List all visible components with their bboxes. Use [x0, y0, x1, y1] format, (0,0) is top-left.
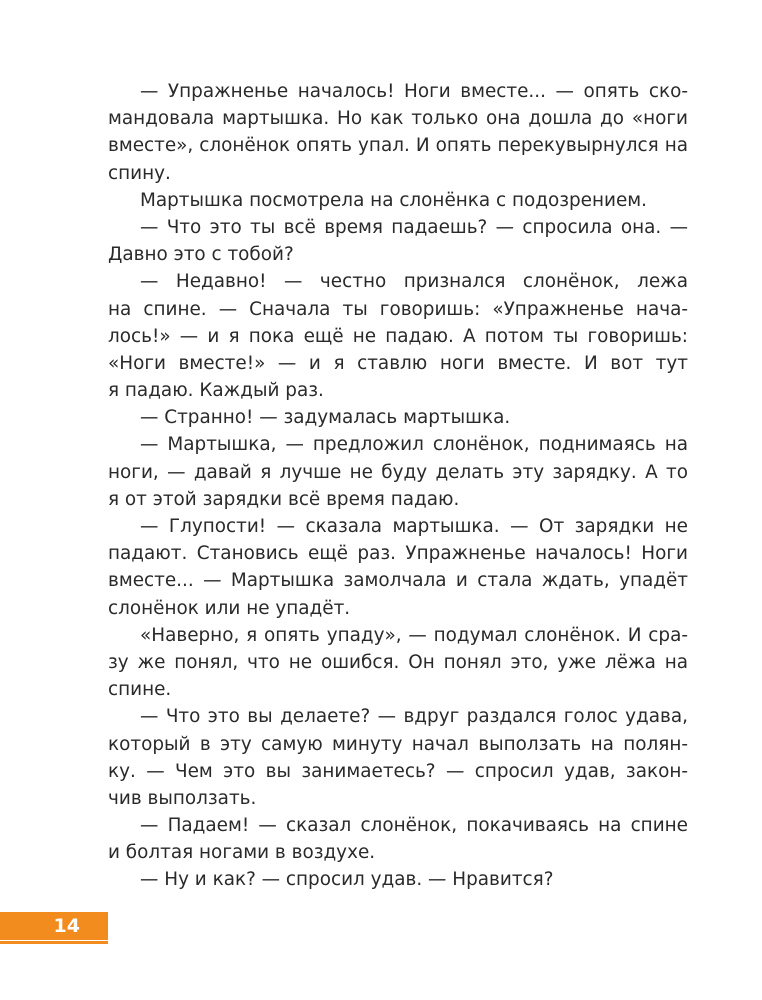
text-line: я от этой зарядки всё время падаю. [108, 488, 460, 510]
text-line: — Падаем! — сказал слонёнок, покачиваясь на спине [140, 815, 688, 837]
page-number: 14 [53, 915, 80, 937]
text-line: вместе... — Мартышка замолчала и стала ждать, упадёт [108, 570, 688, 592]
text-line: ноги, — давай я лучше не буду делать эту зарядку. А то [108, 461, 688, 483]
text-line: Давно это с тобой? [108, 244, 294, 266]
text-line: — Мартышка, — предложил слонёнок, поднимаясь на [140, 434, 688, 456]
text-line: — Недавно! — честно признался слонёнок, лежа [140, 271, 688, 293]
text-line: спину. [108, 162, 171, 184]
text-line: — Что это ты всё время падаешь? — спросила она. — [140, 216, 688, 238]
text-line: чив выползать. [108, 787, 257, 809]
text-line: вместе», слонёнок опять упал. И опять перекувырнулся на [108, 135, 688, 157]
text-line: «Ноги вместе!» — и я ставлю ноги вместе. И вот тут [108, 352, 688, 374]
text-line: «Наверно, я опять упаду», — подумал слонёнок. И сра- [140, 624, 688, 646]
story-text [108, 78, 688, 894]
text-line: — Ну и как? — спросил удав. — Нравится? [140, 869, 554, 891]
text-line: — Глупости! — сказала мартышка. — От зарядки не [140, 516, 688, 537]
text-line: — Что это вы делаете? — вдруг раздался голос удава, [140, 706, 688, 728]
page-tab-stripe [0, 941, 108, 944]
text-line: лось!» — и я пока ещё не падаю. А потом ты говоришь: [108, 325, 688, 347]
text-line: я падаю. Каждый раз. [108, 380, 324, 402]
text-line: который в эту самую минуту начал выползать на полян- [108, 733, 688, 755]
text-line: — Упражненье началось! Ноги вместе... — опять ско- [140, 81, 688, 102]
text-line: Мартышка посмотрела на слонёнка с подозрением. [140, 189, 647, 211]
text-line: ку. — Чем это вы занимаетесь? — спросил удав, закон- [108, 760, 688, 782]
text-line: слонёнок или не упадёт. [108, 597, 351, 619]
text-line: мандовала мартышка. Но как только она дошла до «ноги [108, 108, 688, 130]
text-line: спине. [108, 679, 172, 701]
text-line: зу же понял, что не ошибся. Он понял это, уже лёжа на [108, 651, 688, 673]
text-line: — Странно! — задумалась мартышка. [140, 407, 511, 429]
text-line: и болтая ногами в воздухе. [108, 842, 376, 864]
text-line: на спине. — Сначала ты говоришь: «Упражненье нача- [108, 298, 688, 320]
page-number-tab [0, 912, 108, 940]
text-line: падают. Становись ещё раз. Упражненье началось! Ноги [108, 543, 688, 565]
